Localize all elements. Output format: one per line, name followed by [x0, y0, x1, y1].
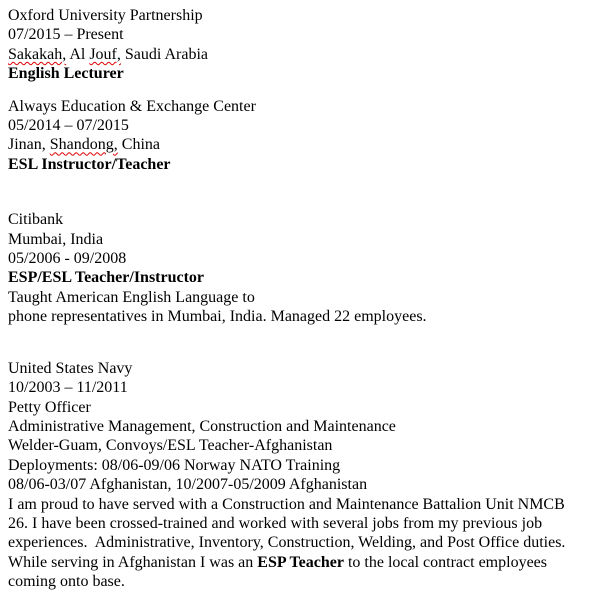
text-line	[8, 116, 604, 135]
text-line	[8, 533, 604, 552]
text-line	[8, 307, 604, 326]
text-segment: Citibank	[8, 211, 64, 229]
text-segment: Mumbai, India	[8, 230, 104, 248]
text-segment: Petty Officer	[8, 398, 91, 416]
text-line	[8, 359, 604, 378]
experience-entry-oxford	[8, 6, 604, 84]
text-segment: While serving in Afghanistan I was an	[8, 553, 258, 571]
text-segment: China	[117, 136, 160, 154]
text-line	[8, 268, 604, 287]
text-segment: Welder-Guam, Convoys/ESL Teacher-Afghanistan	[8, 437, 333, 455]
text-segment: United States Navy	[8, 359, 133, 377]
text-segment: to the local contract employees	[343, 553, 547, 571]
text-segment: I am proud to have served with a Construction and Maintenance Battalion Unit NMCB	[8, 495, 565, 513]
text-segment: 07/2015 – Present	[8, 26, 124, 44]
text-segment: 05/2006 - 09/2008	[8, 250, 127, 268]
text-line	[8, 249, 604, 268]
text-line	[8, 398, 604, 417]
text-line	[8, 475, 604, 494]
text-line	[8, 572, 604, 591]
text-line	[8, 97, 604, 116]
text-line	[8, 155, 604, 174]
text-segment: experiences. Administrative, Inventory, Construction, Welding, and Post Office duties.	[8, 534, 566, 552]
text-line	[8, 45, 604, 64]
text-line	[8, 64, 604, 83]
text-segment: Always Education & Exchange Center	[8, 97, 256, 115]
text-segment: phone representatives in Mumbai, India. Managed 22 employees.	[8, 308, 427, 326]
text-segment: 26. I have been crossed-trained and worked with several jobs from my previous job	[8, 514, 543, 532]
text-line	[8, 210, 604, 229]
experience-entry-citibank	[8, 210, 604, 326]
text-line	[8, 514, 604, 533]
text-segment: Oxford University Partnership	[8, 7, 203, 24]
text-segment: Saudi Arabia	[120, 45, 208, 63]
text-segment: coming onto base.	[8, 573, 125, 591]
text-segment: 08/06-03/07 Afghanistan, 10/2007-05/2009 Afghanistan	[8, 476, 368, 494]
text-segment: Jinan,	[8, 136, 50, 154]
text-line	[8, 135, 604, 154]
text-segment: Taught American English Language to	[8, 288, 255, 306]
text-segment: Administrative Management, Construction and Maintenance	[8, 417, 396, 435]
job-title: ESP/ESL Teacher/Instructor	[8, 269, 205, 287]
experience-entry-always-education	[8, 97, 604, 175]
text-line	[8, 25, 604, 44]
text-segment: Deployments: 08/06-09/06 Norway NATO Training	[8, 456, 341, 474]
experience-entry-us-navy	[8, 359, 604, 592]
text-line	[8, 378, 604, 397]
text-line	[8, 230, 604, 249]
text-line	[8, 495, 604, 514]
misspelled-word: Jouf,	[89, 45, 121, 63]
misspelled-word: Sakakah,	[8, 45, 67, 63]
job-title: ESL Instructor/Teacher	[8, 155, 171, 173]
text-line	[8, 436, 604, 455]
job-title: English Lecturer	[8, 65, 124, 83]
text-line	[8, 417, 604, 436]
text-segment: ESP Teacher	[257, 553, 344, 571]
text-line	[8, 288, 604, 307]
text-line	[8, 553, 604, 572]
misspelled-word: Shandong,	[49, 136, 118, 154]
text-segment: Al	[66, 45, 90, 63]
text-line	[8, 456, 604, 475]
text-line	[8, 6, 604, 25]
text-segment: 10/2003 – 11/2011	[8, 379, 128, 397]
text-segment: 05/2014 – 07/2015	[8, 117, 129, 135]
